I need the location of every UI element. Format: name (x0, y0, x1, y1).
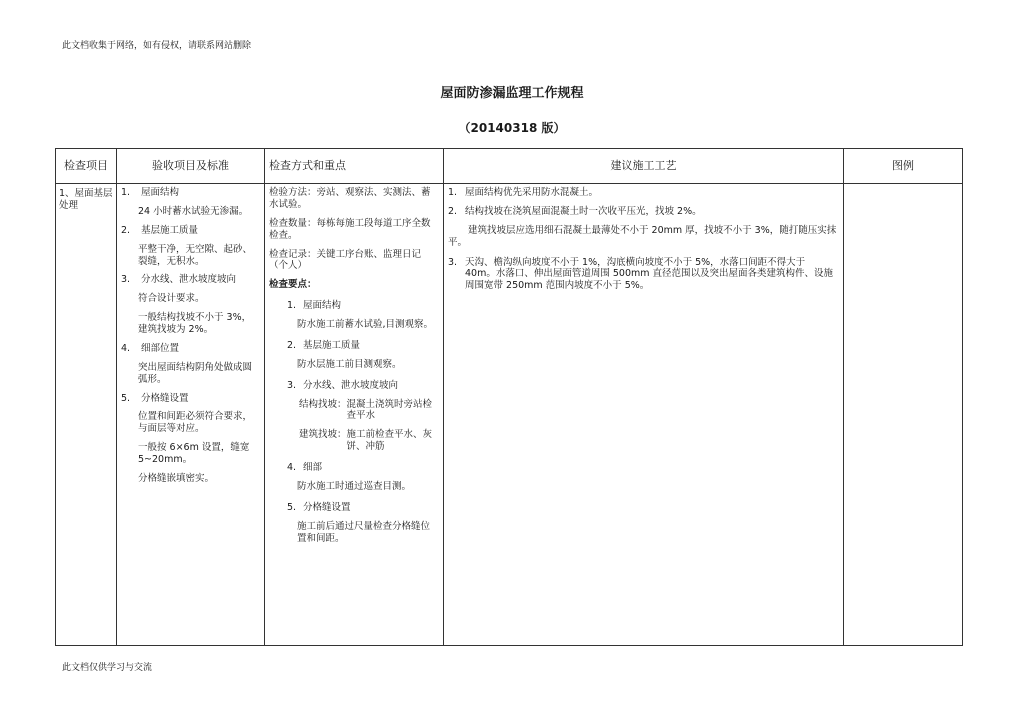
criteria-line: 突出屋面结构阴角处做成圆弧形。 (138, 361, 253, 385)
inspection-table (55, 148, 963, 646)
header-item: 检查项目 (56, 149, 117, 184)
document-title: 屋面防渗漏监理工作规程 (440, 86, 584, 101)
key-point-pair (269, 399, 439, 423)
header-process: 建议施工工艺 (444, 149, 844, 184)
criteria-line: 一般按 6×6m 设置，缝宽 5~20mm。 (138, 442, 250, 465)
cell-figure (844, 184, 963, 646)
cell-process (444, 184, 844, 646)
key-point-number: 1. (287, 300, 297, 312)
key-point-title (269, 300, 439, 312)
key-point-title (269, 502, 439, 514)
cell-method (265, 184, 444, 646)
key-point-body: 防水层施工前目测观察。 (297, 358, 402, 370)
cell-criteria (117, 184, 265, 646)
criteria-line: 符合设计要求。 (138, 293, 205, 305)
process-text: 结构找坡在浇筑屋面混凝土时一次收平压光，找坡 2%。 (465, 205, 702, 217)
process-text: 屋面结构优先采用防水混凝土。 (465, 187, 599, 198)
process-item (448, 187, 839, 199)
process-number: 3. (448, 256, 458, 268)
method-record: 检查记录：关键工序台账、监理日记（个人） (269, 248, 422, 272)
key-points-heading: 检查要点： (269, 279, 317, 291)
criteria-line: 分格缝嵌填密实。 (138, 472, 215, 484)
criteria-line: 一般结构找坡不小于 3%，建筑找坡为 2%。 (138, 312, 252, 335)
criteria-block (121, 187, 260, 218)
criteria-title: 分水线、泄水坡度坡向 (141, 274, 237, 286)
table-header-row (56, 149, 963, 184)
criteria-number: 5. (121, 392, 131, 404)
key-point-body: 施工前后通过尺量检查分格缝位置和间距。 (297, 520, 431, 544)
header-criteria: 验收项目及标准 (117, 149, 265, 184)
header-note: 此文档收集于网络，如有侵权，请联系网站删除 (62, 41, 252, 51)
criteria-line: 平整干净，无空隙、起砂、裂缝，无积水。 (138, 243, 253, 267)
criteria-number: 3. (121, 274, 131, 286)
key-point-body: 防水施工时通过巡查目测。 (297, 480, 412, 492)
criteria-title: 细部位置 (141, 342, 180, 354)
process-item (448, 257, 839, 293)
key-point-pair (269, 429, 439, 453)
criteria-block (121, 274, 260, 336)
criteria-number: 4. (121, 342, 131, 354)
method-approach: 检验方法：旁站、观察法、实测法、蓄水试验。 (269, 187, 431, 210)
key-point-label: 分水线、泄水坡度坡向 (303, 379, 399, 391)
header-figure: 图例 (844, 149, 963, 184)
process-number: 1. (448, 187, 458, 198)
footer-note: 此文档仅供学习与交流 (62, 663, 153, 673)
key-point-title (269, 340, 439, 352)
process-text: 天沟、檐沟纵向坡度不小于 1%，沟底横向坡度不小于 5%，水落口间距不得大于 40m。水落口、伸出屋面管道周围 500mm 直径范围以及突出屋面各类建筑构件、设施周围宽带 250mm 范围内坡度不小于 5%。 (465, 256, 834, 292)
header-method: 检查方式和重点 (265, 149, 444, 184)
criteria-number: 1. (121, 187, 131, 198)
process-number: 2. (448, 205, 458, 217)
criteria-title: 分格缝设置 (141, 392, 189, 404)
key-point-label: 基层施工质量 (303, 339, 361, 351)
criteria-block (121, 225, 260, 268)
method-quantity: 检查数量：每栋每施工段每道工序全数检查。 (269, 217, 431, 241)
key-point-title (269, 462, 439, 474)
pair-value: 施工前检查平水、灰饼、冲筋 (346, 429, 433, 453)
criteria-line: 位置和间距必须符合要求，与面层等对应。 (138, 411, 253, 435)
criteria-title: 基层施工质量 (141, 224, 199, 236)
criteria-block (121, 343, 260, 386)
criteria-block (121, 393, 260, 485)
process-note: 建筑找坡层应选用细石混凝土最薄处不小于 20mm 厚，找坡不小于 3%，随打随压实抹平。 (448, 224, 837, 248)
key-point-label: 屋面结构 (303, 300, 342, 312)
cell-item: 1、屋面基层处理 (56, 184, 117, 646)
pair-value: 混凝土浇筑时旁站检查平水 (346, 398, 433, 422)
table-row (56, 184, 963, 646)
criteria-number: 2. (121, 224, 131, 236)
key-point-number: 4. (287, 462, 297, 473)
key-point-body: 防水施工前蓄水试验,目测观察。 (297, 319, 434, 330)
document-version: （20140318 版） (458, 121, 566, 135)
pair-key: 建筑找坡： (299, 429, 347, 441)
key-point-number: 3. (287, 379, 297, 391)
key-point-number: 5. (287, 501, 297, 513)
key-point-number: 2. (287, 339, 297, 351)
criteria-title: 屋面结构 (141, 187, 180, 198)
pair-key: 结构找坡： (299, 398, 347, 410)
key-point-label: 分格缝设置 (303, 501, 351, 513)
criteria-line: 24 小时蓄水试验无渗漏。 (138, 205, 249, 217)
key-point-title (269, 380, 439, 392)
process-item (448, 206, 839, 218)
key-point-label: 细部 (303, 462, 323, 473)
